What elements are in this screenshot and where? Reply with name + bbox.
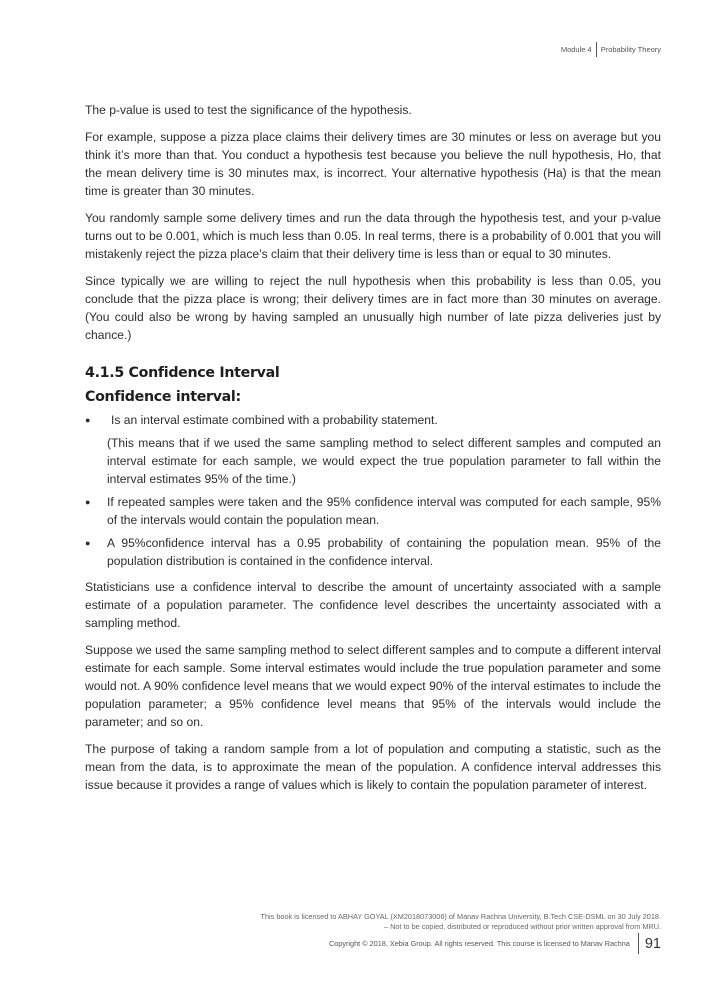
bullet-icon: ●: [85, 415, 91, 425]
header-divider: [596, 42, 597, 57]
copyright-text: Copyright © 2018, Xebia Group. All rights reserved. This course is licensed to Manav Rachna: [328, 939, 630, 948]
section-heading: 4.1.5 Confidence Interval: [85, 365, 280, 381]
license-line-1: This book is licensed to ABHAY GOYAL (XM2018073006) of Manav Rachna University, B.Tech CSE-DSML on 30 July 2018.: [260, 912, 661, 921]
header-title: Probability Theory: [600, 45, 661, 54]
paragraph-confidence-level: Suppose we used the same sampling method to select different samples and to compute a different interval estimate for each sample. Some interval estimates would include the true population parameter and some would not. A 90% confidence level means that we would expect 90% of the interval estimates to include the population parameter; a 95% confidence level means that 95% of the intervals would include the parameter; and so on.: [85, 643, 661, 729]
list-item-text: A 95%confidence interval has a 0.95 probability of containing the population mean. 95% of the population distribution is contained in the confidence interval.: [107, 536, 661, 568]
page-content: [85, 101, 661, 803]
paragraph-sample-result: You randomly sample some delivery times and run the data through the hypothesis test, and your p-value turns out to be 0.001, which is much less than 0.05. In real terms, there is a probability of 0.001 that you will mistakenly reject the pizza place’s claim that their delivery time is less than or equal to 30 minutes.: [85, 211, 661, 261]
paragraph-pizza-example: For example, suppose a pizza place claims their delivery times are 30 minutes or less on average but you think it’s more than that. You conduct a hypothesis test because you believe the null hypothesis, Ho, that the mean delivery time is 30 minutes max, is incorrect. Your alternative hypothesis (Ha) is that the mean time is greater than 30 minutes.: [85, 130, 661, 198]
bullet-icon: ●: [85, 538, 91, 548]
list-item: [85, 411, 661, 488]
header-module: Module 4: [560, 45, 592, 54]
license-notice: [261, 912, 661, 931]
page-number: 91: [644, 935, 661, 952]
section-subheading: Confidence interval:: [85, 389, 241, 405]
list-item-note: (This means that if we used the same sampling method to select different samples and computed an interval estimate for each sample, we would expect the true population parameter to fall within the interval estimates 95% of the time.): [107, 436, 661, 486]
list-item-text: If repeated samples were taken and the 95% confidence interval was computed for each sample, 95% of the intervals would contain the population mean.: [107, 495, 661, 527]
paragraph-pvalue-intro: The p-value is used to test the significance of the hypothesis.: [85, 103, 412, 117]
list-item: [85, 534, 661, 570]
footer-divider: [638, 933, 639, 954]
bullet-icon: ●: [85, 497, 91, 507]
list-item-text: Is an interval estimate combined with a probability statement.: [111, 413, 438, 427]
license-line-2: – Not to be copied, distributed or reproduced without prior written approval from MRU.: [383, 921, 661, 931]
list-item: [85, 493, 661, 529]
bullet-list: [85, 411, 661, 570]
page-footer: [329, 933, 661, 954]
paragraph-purpose: The purpose of taking a random sample from a lot of population and computing a statistic, such as the mean from the data, is to approximate the mean of the population. A confidence interval addresses this issue because it provides a range of values which is likely to contain the population parameter of interest.: [85, 742, 661, 792]
paragraph-uncertainty: Statisticians use a confidence interval to describe the amount of uncertainty associated with a sample estimate of a population parameter. The confidence level describes the uncertainty associated with a sampling method.: [85, 580, 661, 630]
paragraph-conclusion: Since typically we are willing to reject the null hypothesis when this probability is less than 0.05, you conclude that the pizza place is wrong; their delivery times are in fact more than 30 minutes on average. (You could also be wrong by having sampled an unusually high number of late pizza deliveries just by chance.): [85, 274, 661, 342]
running-header: [561, 42, 661, 57]
